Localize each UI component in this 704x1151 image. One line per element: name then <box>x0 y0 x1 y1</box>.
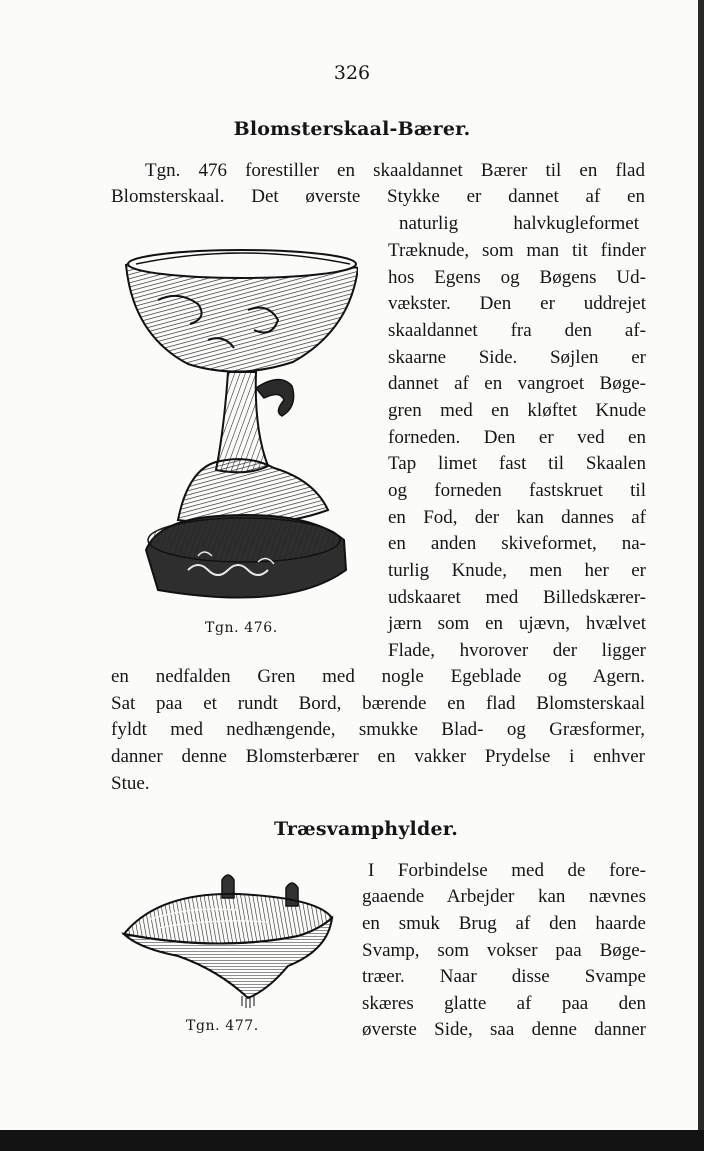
text-line: forneden. Den er ved en <box>388 427 646 448</box>
scan-edge-shadow <box>698 0 704 1130</box>
text-line: danner denne Blomsterbærer en vakker Prydelse i enhver <box>111 746 645 767</box>
text-line: Flade, hvorover der ligger <box>388 640 646 661</box>
text-line: Blomsterskaal. Det øverste Stykke er dannet af en <box>111 186 645 207</box>
section-title-traesvamphylder: Træsvamphylder. <box>273 818 459 840</box>
figure-476-illustration <box>118 240 358 615</box>
text-line: Stue. <box>111 773 150 794</box>
text-line: Svamp, som vokser paa Bøge- <box>362 940 646 961</box>
text-line: en anden skiveformet, na- <box>388 533 646 554</box>
text-line: og forneden fastskruet til <box>388 480 646 501</box>
text-line: træer. Naar disse Svampe <box>362 966 646 987</box>
text-line: en Fod, der kan dannes af <box>388 507 646 528</box>
text-line: en nedfalden Gren med nogle Egeblade og Agern. <box>111 666 645 687</box>
text-line: Tgn. 476 forestiller en skaaldannet Bærer til en flad <box>145 160 645 181</box>
text-line: Træknude, som man tit finder <box>388 240 646 261</box>
text-line: gren med en kløftet Knude <box>388 400 646 421</box>
text-line: dannet af en vangroet Bøge- <box>388 373 646 394</box>
text-line: turlig Knude, men her er <box>388 560 646 581</box>
text-line: jærn som en ujævn, hvælvet <box>388 613 646 634</box>
scan-bottom-border <box>0 1130 704 1151</box>
text-line: hos Egens og Bøgens Ud- <box>388 267 646 288</box>
text-line: gaaende Arbejder kan nævnes <box>362 886 646 907</box>
page-number: 326 <box>333 62 371 84</box>
text-line: skaarne Side. Søjlen er <box>388 347 646 368</box>
text-line: skaaldannet fra den af- <box>388 320 646 341</box>
text-line: vækster. Den er uddrejet <box>388 293 646 314</box>
text-line: øverste Side, saa denne danner <box>362 1019 646 1040</box>
text-line: skæres glatte af paa den <box>362 993 646 1014</box>
figure-476-caption: Tgn. 476. <box>205 620 278 636</box>
text-line: udskaaret med Billedskærer- <box>388 587 646 608</box>
text-line: fyldt med nedhængende, smukke Blad- og Græsformer, <box>111 719 645 740</box>
section-title-blomsterskaal: Blomsterskaal-Bærer. <box>233 118 471 140</box>
figure-477-illustration <box>118 870 340 1010</box>
text-line: I Forbindelse med de fore- <box>368 860 646 881</box>
text-line: en smuk Brug af den haarde <box>362 913 646 934</box>
text-line: naturlig halvkugleformet <box>399 213 639 234</box>
figure-477-caption: Tgn. 477. <box>186 1018 259 1034</box>
text-line: Sat paa et rundt Bord, bærende en flad Blomsterskaal <box>111 693 645 714</box>
text-line: Tap limet fast til Skaalen <box>388 453 646 474</box>
